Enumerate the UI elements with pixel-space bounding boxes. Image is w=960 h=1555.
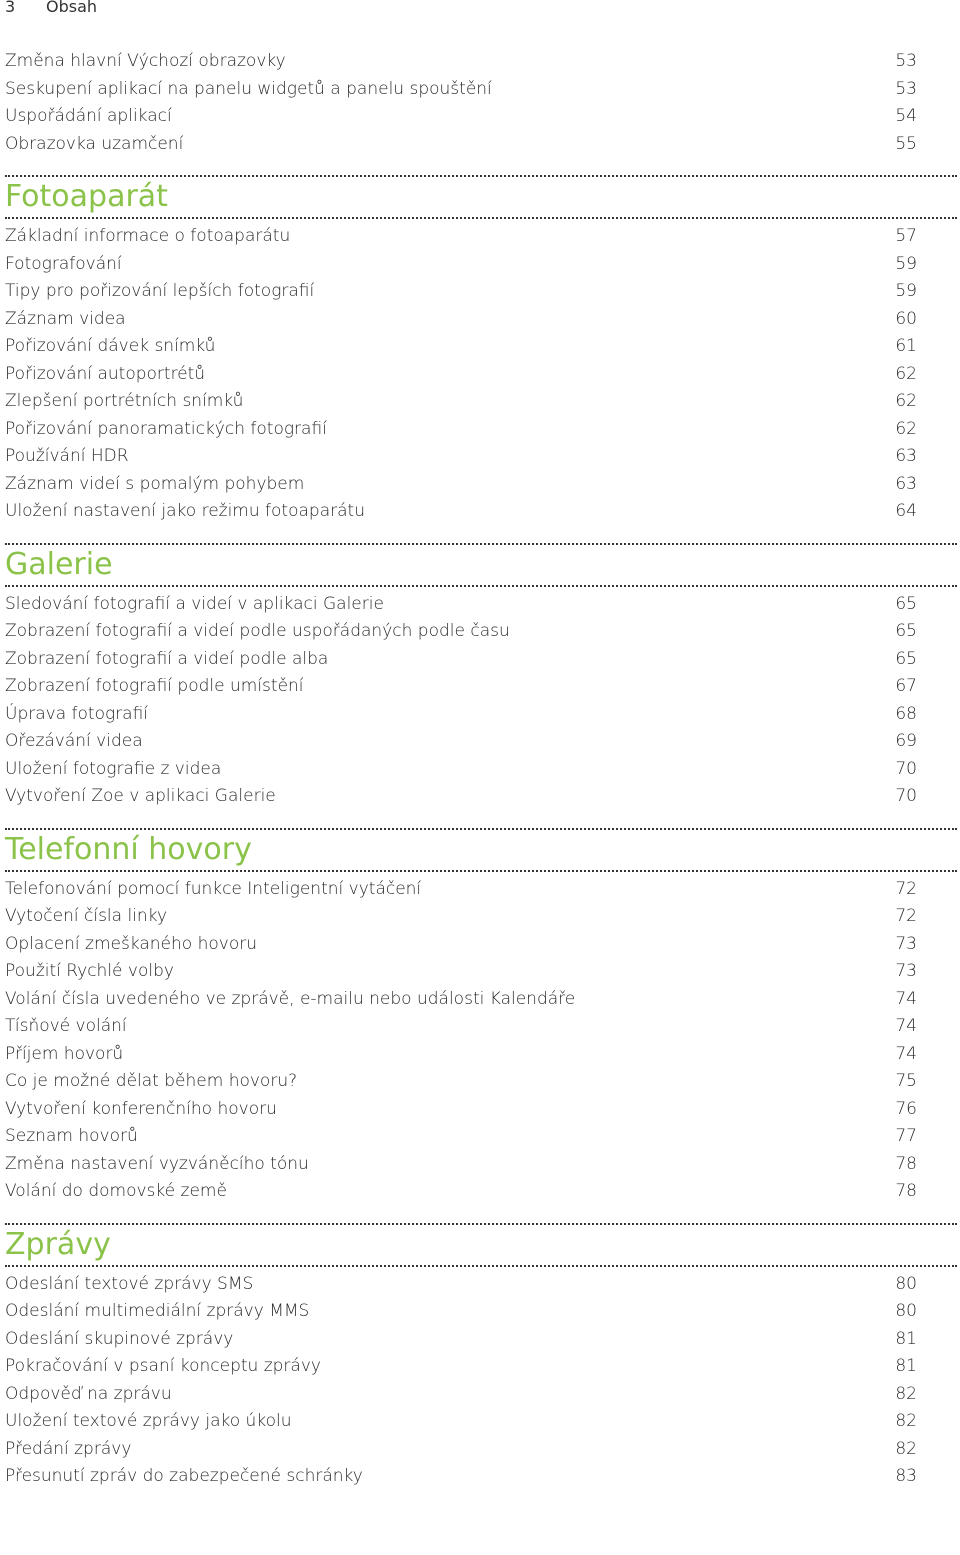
toc-entry[interactable] xyxy=(5,443,957,471)
section-heading[interactable]: Fotoaparát xyxy=(5,175,957,219)
toc-entry-page: 70 xyxy=(895,786,917,806)
toc-entry-title: Použití Rychlé volby xyxy=(5,961,174,981)
toc-entry[interactable] xyxy=(5,1271,957,1299)
toc-entry-title: Telefonování pomocí funkce Inteligentní vytáčení xyxy=(5,878,422,899)
toc-entry-title: Volání do domovské země xyxy=(5,1181,227,1201)
toc-entry-title: Pořizování autoportrétů xyxy=(5,363,206,384)
toc-entry[interactable] xyxy=(5,223,957,251)
toc-entry-title: Přesunutí zpráv do zabezpečené schránky xyxy=(5,1466,363,1486)
section-heading[interactable]: Zprávy xyxy=(5,1223,957,1267)
toc-entry[interactable] xyxy=(5,361,957,389)
section-entry-list xyxy=(5,876,957,1206)
toc-entry-title: Uložení nastavení jako režimu fotoaparátu xyxy=(5,501,365,521)
page-title: Obsah xyxy=(46,0,98,16)
toc-entry-page: 57 xyxy=(895,226,917,246)
toc-entry-page: 78 xyxy=(895,1153,917,1174)
toc-entry-title: Záznam videí s pomalým pohybem xyxy=(5,473,305,494)
toc-entry-title: Používání HDR xyxy=(5,446,129,466)
toc-entry-page: 53 xyxy=(895,78,917,99)
toc-entry[interactable] xyxy=(5,931,957,959)
toc-entry-title: Pořizování panoramatických fotografií xyxy=(5,418,327,439)
toc-section xyxy=(5,175,957,526)
toc-entry-title: Odeslání multimediální zprávy MMS xyxy=(5,1301,310,1321)
toc-entry-title: Uložení fotografie z videa xyxy=(5,758,222,779)
toc-entry[interactable] xyxy=(5,1178,957,1206)
toc-entry[interactable] xyxy=(5,251,957,279)
toc-entry-page: 74 xyxy=(895,1043,917,1064)
toc-entry[interactable] xyxy=(5,471,957,499)
toc-entry[interactable] xyxy=(5,416,957,444)
toc-entry-page: 81 xyxy=(895,1328,917,1349)
page-number: 3 xyxy=(5,0,16,16)
table-of-contents xyxy=(5,48,957,1491)
toc-entry-page: 72 xyxy=(895,906,917,926)
toc-entry-title: Příjem hovorů xyxy=(5,1043,124,1064)
toc-entry[interactable] xyxy=(5,903,957,931)
toc-entry-page: 68 xyxy=(895,703,917,724)
toc-entry-page: 70 xyxy=(895,758,917,779)
toc-entry[interactable] xyxy=(5,1408,957,1436)
toc-entry-page: 69 xyxy=(895,731,917,751)
toc-entry-page: 65 xyxy=(895,593,917,614)
toc-entry[interactable] xyxy=(5,958,957,986)
toc-entry[interactable] xyxy=(5,76,957,104)
toc-entry-title: Vytočení čísla linky xyxy=(5,906,167,926)
toc-entry-title: Pořizování dávek snímků xyxy=(5,336,216,356)
toc-entry-page: 73 xyxy=(895,961,917,981)
toc-entry[interactable] xyxy=(5,131,957,159)
toc-entry-page: 81 xyxy=(895,1356,917,1376)
toc-entry[interactable] xyxy=(5,1463,957,1491)
toc-entry-page: 75 xyxy=(895,1071,917,1091)
toc-entry[interactable] xyxy=(5,306,957,334)
toc-entry-page: 62 xyxy=(895,363,917,384)
page-header xyxy=(5,0,97,18)
toc-entry[interactable] xyxy=(5,1326,957,1354)
toc-entry[interactable] xyxy=(5,278,957,306)
toc-entry-page: 82 xyxy=(895,1383,917,1404)
toc-entry-page: 74 xyxy=(895,988,917,1009)
toc-entry-title: Záznam videa xyxy=(5,308,126,329)
toc-entry-page: 67 xyxy=(895,676,917,696)
toc-entry[interactable] xyxy=(5,498,957,526)
toc-entry-page: 77 xyxy=(895,1126,917,1146)
toc-entry-title: Obrazovka uzamčení xyxy=(5,133,184,154)
toc-entry-page: 83 xyxy=(895,1466,917,1486)
toc-intro-list xyxy=(5,48,957,158)
toc-entry-page: 59 xyxy=(895,253,917,274)
toc-entry[interactable] xyxy=(5,1298,957,1326)
toc-section xyxy=(5,828,957,1206)
toc-entry-page: 78 xyxy=(895,1181,917,1201)
toc-entry-page: 74 xyxy=(895,1016,917,1036)
toc-entry-page: 64 xyxy=(895,501,917,521)
toc-entry-title: Uložení textové zprávy jako úkolu xyxy=(5,1411,292,1431)
toc-entry[interactable] xyxy=(5,1096,957,1124)
toc-entry-page: 82 xyxy=(895,1438,917,1459)
toc-entry[interactable] xyxy=(5,986,957,1014)
toc-entry[interactable] xyxy=(5,48,957,76)
section-entry-list xyxy=(5,223,957,526)
toc-entry-title: Uspořádání aplikací xyxy=(5,106,172,126)
toc-entry[interactable] xyxy=(5,1068,957,1096)
toc-entry[interactable] xyxy=(5,333,957,361)
section-entry-list xyxy=(5,591,957,811)
toc-entry-title: Fotografování xyxy=(5,253,122,274)
toc-entry-page: 61 xyxy=(895,336,917,356)
toc-entry-page: 63 xyxy=(895,473,917,494)
toc-entry-title: Vytvoření Zoe v aplikaci Galerie xyxy=(5,786,276,806)
toc-entry-title: Odpověď na zprávu xyxy=(5,1383,172,1404)
toc-entry[interactable] xyxy=(5,388,957,416)
toc-entry[interactable] xyxy=(5,1381,957,1409)
toc-entry[interactable] xyxy=(5,646,957,674)
toc-entry[interactable] xyxy=(5,618,957,646)
toc-entry[interactable] xyxy=(5,591,957,619)
toc-entry-title: Základní informace o fotoaparátu xyxy=(5,226,291,246)
toc-entry-page: 72 xyxy=(895,878,917,899)
toc-entry-page: 80 xyxy=(895,1273,917,1294)
toc-entry-title: Sledování fotografií a videí v aplikaci Galerie xyxy=(5,593,384,614)
toc-entry-title: Zobrazení fotografií podle umístění xyxy=(5,676,304,696)
toc-entry-title: Pokračování v psaní konceptu zprávy xyxy=(5,1356,321,1376)
toc-entry-title: Zobrazení fotografií a videí podle uspořádaných podle času xyxy=(5,621,510,641)
toc-entry[interactable] xyxy=(5,701,957,729)
toc-entry-title: Seznam hovorů xyxy=(5,1126,138,1146)
toc-entry-page: 82 xyxy=(895,1411,917,1431)
toc-entry-title: Úprava fotografií xyxy=(5,703,149,724)
toc-entry[interactable] xyxy=(5,673,957,701)
toc-entry-title: Zobrazení fotografií a videí podle alba xyxy=(5,648,329,669)
toc-entry-page: 53 xyxy=(895,51,917,71)
toc-entry-page: 73 xyxy=(895,933,917,954)
toc-entry-title: Odeslání skupinové zprávy xyxy=(5,1328,234,1349)
toc-entry-title: Předání zprávy xyxy=(5,1438,132,1459)
toc-entry-page: 62 xyxy=(895,391,917,411)
toc-entry[interactable] xyxy=(5,103,957,131)
toc-entry-title: Tipy pro pořizování lepších fotografií xyxy=(5,281,315,301)
toc-entry[interactable] xyxy=(5,1123,957,1151)
section-entry-list xyxy=(5,1271,957,1491)
toc-entry-title: Tísňové volání xyxy=(5,1016,127,1036)
toc-entry-page: 55 xyxy=(895,133,917,154)
section-heading[interactable]: Galerie xyxy=(5,543,957,587)
toc-entry-page: 54 xyxy=(895,106,917,126)
toc-entry[interactable] xyxy=(5,728,957,756)
toc-entry-page: 62 xyxy=(895,418,917,439)
toc-entry-title: Vytvoření konferenčního hovoru xyxy=(5,1098,277,1119)
toc-entry-title: Změna hlavní Výchozí obrazovky xyxy=(5,51,286,71)
toc-entry-title: Odeslání textové zprávy SMS xyxy=(5,1273,254,1294)
toc-entry[interactable] xyxy=(5,876,957,904)
toc-entry[interactable] xyxy=(5,1353,957,1381)
toc-entry-title: Volání čísla uvedeného ve zprávě, e-mailu nebo události Kalendáře xyxy=(5,988,576,1009)
toc-entry-page: 65 xyxy=(895,621,917,641)
toc-entry-page: 59 xyxy=(895,281,917,301)
toc-entry-page: 80 xyxy=(895,1301,917,1321)
toc-entry[interactable] xyxy=(5,783,957,811)
toc-entry[interactable] xyxy=(5,756,957,784)
toc-entry-page: 63 xyxy=(895,446,917,466)
toc-entry-page: 60 xyxy=(895,308,917,329)
toc-section xyxy=(5,1223,957,1491)
toc-entry[interactable] xyxy=(5,1151,957,1179)
toc-entry[interactable] xyxy=(5,1436,957,1464)
toc-entry-page: 76 xyxy=(895,1098,917,1119)
section-heading[interactable]: Telefonní hovory xyxy=(5,828,957,872)
toc-entry-title: Oplacení zmeškaného hovoru xyxy=(5,933,257,954)
toc-entry[interactable] xyxy=(5,1013,957,1041)
toc-entry-title: Změna nastavení vyzváněcího tónu xyxy=(5,1153,309,1174)
toc-section xyxy=(5,543,957,811)
toc-entry-title: Co je možné dělat během hovoru? xyxy=(5,1071,298,1091)
toc-entry[interactable] xyxy=(5,1041,957,1069)
toc-entry-title: Zlepšení portrétních snímků xyxy=(5,391,244,411)
toc-entry-title: Seskupení aplikací na panelu widgetů a panelu spouštění xyxy=(5,78,492,99)
toc-entry-page: 65 xyxy=(895,648,917,669)
toc-entry-title: Ořezávání videa xyxy=(5,731,143,751)
